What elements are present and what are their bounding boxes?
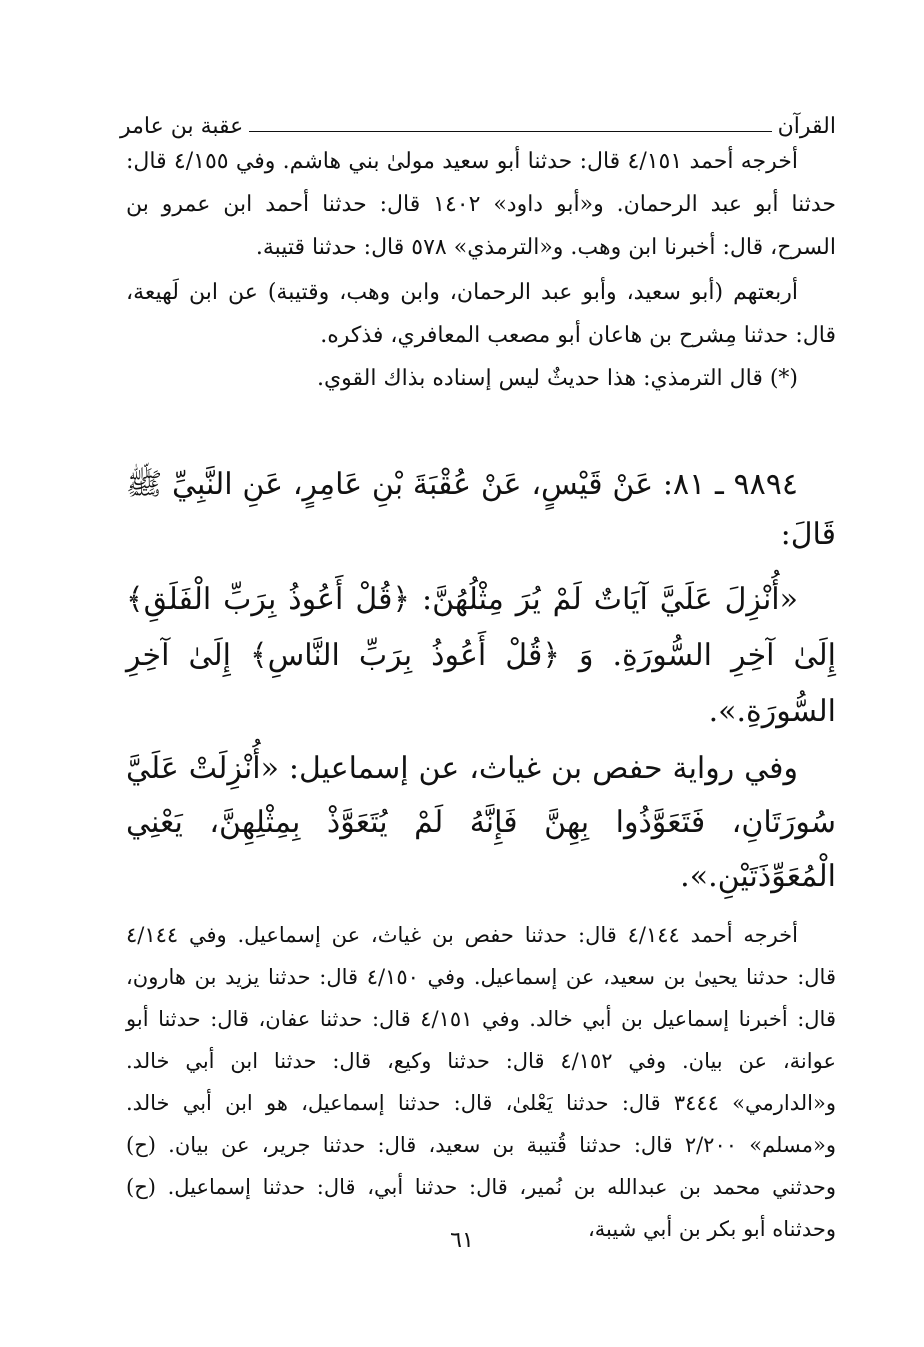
footnote-paragraph-1: أخرجه أحمد ٤/١٥١ قال: حدثنا أبو سعيد مولىٰ بني هاشم. وفي ٤/١٥٥ قال: حدثنا أبو عبد الرحمان. و«أبو داود» ١٤٠٢ قال: حدثنا أحمد ابن عمرو بن السرح، قال: أخبرنا ابن وهب. و«الترمذي» ٥٧٨ قال: حدثنا قتيبة.: [126, 149, 836, 260]
tirmidhi-remark: (*) قال الترمذي: هذا حديثٌ ليس إسناده بذاك القوي.: [316, 366, 798, 391]
header-section-title: القرآن: [777, 114, 836, 139]
header-rule: [249, 131, 771, 132]
takhrij-paragraph: أخرجه أحمد ٤/١٤٤ قال: حدثنا حفص بن غياث، عن إسماعيل. وفي ٤/١٤٤ قال: حدثنا يحيىٰ بن سعيد، عن إسماعيل. وفي ٤/١٥٠ قال: حدثنا يزيد بن هارون، قال: أخبرنا إسماعيل بن أبي خالد. وفي ٤/١٥١ قال: حدثنا عفان، قال: حدثنا أبو عوانة، عن بيان. وفي ٤/١٥٢ قال: حدثنا وكيع، قال: حدثنا ابن أبي خالد. و«الدارمي» ٣٤٤٤ قال: حدثنا يَعْلىٰ، قال: حدثنا إسماعيل، هو ابن أبي خالد. و«مسلم» ٢/٢٠٠ قال: حدثنا قُتيبة بن سعيد، قال: حدثنا جرير، عن بيان. (ح) وحدثني محمد بن عبدالله بن نُمير، قال: حدثنا أبي، قال: حدثنا إسماعيل. (ح) وحدثناه أبو بكر بن أبي شيبة،: [126, 923, 837, 1241]
hadith-riwaya: وفي رواية حفص بن غياث، عن إسماعيل: «أُنْزِلَتْ عَلَيَّ سُورَتَانِ، فَتَعَوَّذُوا بِهِنَّ فَإِنَّهُ لَمْ يُتَعَوَّذْ بِمِثْلِهِنَّ، يَعْنِي الْمُعَوِّذَتَيْنِ.».: [126, 751, 836, 894]
section-gap: [126, 400, 836, 452]
page-body: [126, 140, 836, 1250]
running-header: [120, 98, 836, 138]
page-number: ٦١: [450, 1228, 474, 1253]
hadith-heading: ٩٨٩٤ ـ ٨١: عَنْ قَيْسٍ، عَنْ عُقْبَةَ بْنِ عَامِرٍ، عَنِ النَّبِيِّ ﷺ قَالَ:: [126, 467, 836, 552]
hadith-text: «أُنْزِلَ عَلَيَّ آيَاتٌ لَمْ يُرَ مِثْلُهُنَّ: ﴿قُلْ أَعُوذُ بِرَبِّ الْفَلَقِ﴾ إِلَىٰ آخِرِ السُّورَةِ. وَ ﴿قُلْ أَعُوذُ بِرَبِّ النَّاسِ﴾ إِلَىٰ آخِرِ السُّورَةِ.».: [126, 582, 836, 729]
header-chapter-title: عقبة بن عامر: [120, 114, 244, 139]
footnote-paragraph-2: أربعتهم (أبو سعيد، وأبو عبد الرحمان، وابن وهب، وقتيبة) عن ابن لَهيعة، قال: حدثنا مِشرح بن هاعان أبو مصعب المعافري، فذكره.: [126, 280, 836, 348]
